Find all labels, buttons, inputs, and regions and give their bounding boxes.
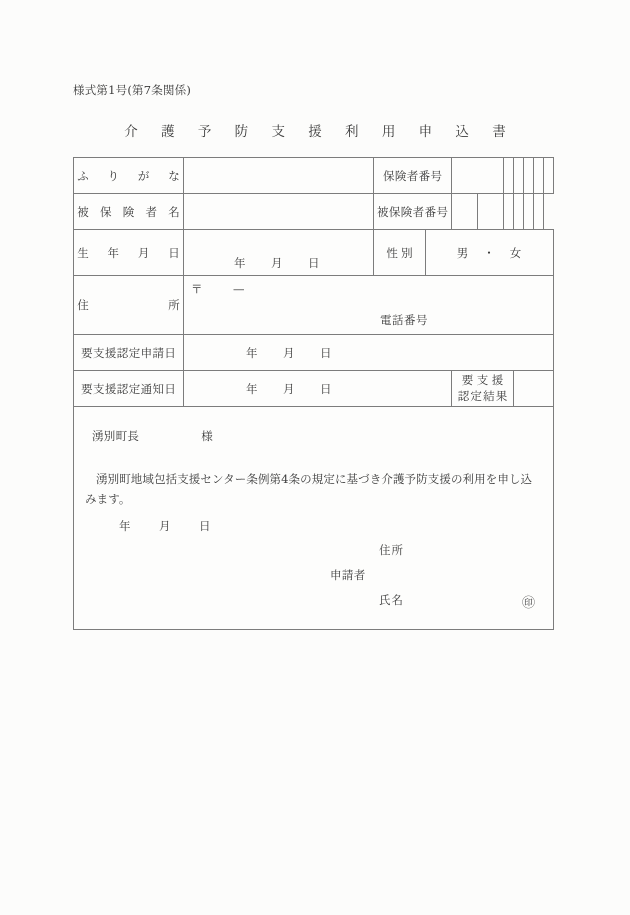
birthdate-day-label: 日 (308, 256, 320, 270)
birthdate-ymd (234, 255, 320, 271)
label-furigana: ふりがな (74, 158, 184, 194)
field-birthdate[interactable] (184, 230, 374, 276)
applicant-label: 申請者 (330, 568, 366, 582)
field-notice-date[interactable] (184, 371, 452, 407)
telephone-label: 電話番号 (380, 313, 428, 327)
birthdate-year-label: 年 (234, 256, 246, 270)
table-row-statement (74, 407, 554, 630)
applicant-name-label: 氏名 (379, 593, 404, 607)
table-row-furigana (74, 158, 554, 194)
statement-block (74, 407, 554, 630)
insurer-number-box-6[interactable] (544, 158, 554, 194)
field-furigana-value[interactable] (184, 158, 374, 194)
addressee-line (92, 428, 213, 444)
field-address[interactable] (184, 276, 554, 335)
postal-code-area[interactable] (191, 281, 245, 297)
table-row-notice-date (74, 371, 554, 407)
result-label-line1: 要支援 (461, 372, 507, 387)
form-number: 様式第1号(第7条関係) (73, 83, 192, 97)
insurer-number-box-5[interactable] (534, 158, 544, 194)
field-insured-name-value[interactable] (184, 194, 374, 230)
submission-day-label: 日 (199, 519, 211, 533)
submission-month-label: 月 (159, 519, 171, 533)
table-row-birthdate (74, 230, 554, 276)
insured-number-box-1[interactable] (452, 194, 478, 230)
insurer-number-box-2[interactable] (504, 158, 514, 194)
application-year-label: 年 (246, 345, 258, 360)
insurer-number-box-4[interactable] (524, 158, 534, 194)
insured-number-box-4[interactable] (514, 194, 524, 230)
label-insured-name: 被保険者名 (74, 194, 184, 230)
submission-date-line (119, 518, 211, 534)
label-insured-number: 被保険者番号 (374, 194, 452, 230)
table-row-insured-name (74, 194, 554, 230)
submission-year-label: 年 (119, 519, 131, 533)
sex-option-male[interactable]: 男 (456, 245, 470, 260)
statement-text: 湧別町地域包括支援センター条例第4条の規定に基づき介護予防支援の利用を申し込みます。 (85, 472, 533, 507)
table-row-application-date (74, 335, 554, 371)
signature-block (74, 542, 552, 611)
insured-number-box-5[interactable] (524, 194, 534, 230)
label-sex: 性別 (374, 230, 426, 276)
application-day-label: 日 (320, 345, 332, 360)
label-address: 住所 (74, 276, 184, 335)
insured-number-box-6[interactable] (534, 194, 544, 230)
applicant-info-table (73, 157, 554, 630)
sex-option-female[interactable]: 女 (509, 245, 523, 260)
insured-number-box-2[interactable] (478, 194, 504, 230)
field-certification-result[interactable] (514, 371, 554, 407)
insurer-number-box-3[interactable] (514, 158, 524, 194)
page-title: 介 護 予 防 支 援 利 用 申 込 書 (124, 124, 516, 140)
notice-month-label: 月 (283, 381, 295, 396)
label-notice-date: 要支援認定通知日 (74, 371, 184, 407)
field-sex-options[interactable] (426, 230, 554, 276)
sex-separator: ・ (483, 245, 496, 260)
application-month-label: 月 (283, 345, 295, 360)
seal-icon: ㊞ (522, 596, 536, 611)
addressee-honorific: 様 (201, 429, 214, 443)
notice-year-label: 年 (246, 381, 258, 396)
applicant-address-label: 住所 (379, 543, 404, 557)
table-row-address (74, 276, 554, 335)
label-application-date: 要支援認定申請日 (74, 335, 184, 371)
label-insurer-number: 保険者番号 (374, 158, 452, 194)
application-date-ymd (246, 345, 332, 361)
postal-dash: — (233, 282, 245, 296)
notice-date-ymd (246, 381, 332, 397)
signature-rows (74, 542, 552, 611)
addressee-name: 湧別町長 (92, 429, 140, 443)
notice-day-label: 日 (320, 381, 332, 396)
field-application-date[interactable] (184, 335, 554, 371)
postal-mark-icon: 〒 (191, 282, 203, 296)
insured-number-box-3[interactable] (504, 194, 514, 230)
birthdate-month-label: 月 (271, 256, 283, 270)
insurer-number-box-1[interactable] (452, 158, 504, 194)
label-certification-result (452, 371, 514, 407)
label-birthdate: 生年月日 (74, 230, 184, 276)
result-label-line2: 認定結果 (457, 388, 509, 403)
